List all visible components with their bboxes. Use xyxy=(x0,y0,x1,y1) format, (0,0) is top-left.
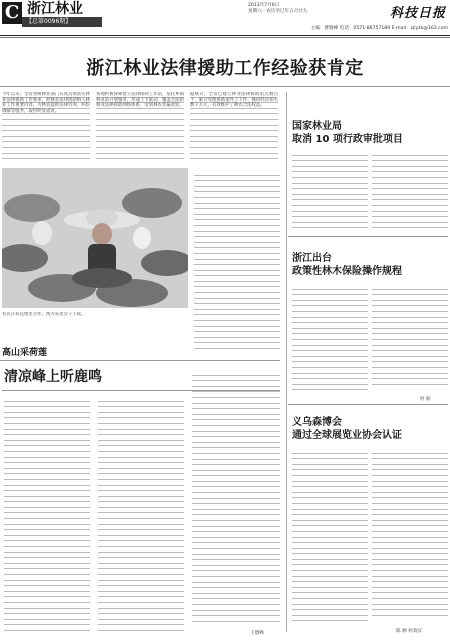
weekday-line: 星期六 · 农历癸巳年五月廿九 xyxy=(248,9,308,14)
photo-caption: 农民在荷花地里劳作。图为采莲女子丰收。 xyxy=(2,312,86,317)
main-story-col4 xyxy=(194,170,280,360)
lotus-photo xyxy=(2,168,188,308)
text-line: 各地积极探索建立法律援助工作站，依托乡镇林业站开展服务，形成上下联动、覆盖全面的林业法律援助网络体系，受到林农普遍欢迎。 xyxy=(96,92,184,109)
story5-headline xyxy=(292,416,442,442)
main-story-col3 xyxy=(190,92,278,164)
story5-byline: 陈 刚 何效汉 xyxy=(396,629,422,634)
story2-headline xyxy=(292,120,442,146)
section-name: 浙江林业 xyxy=(27,1,83,17)
editor-contact: 主编：曹晓峰 电话：0571-86757189 E-mail：zjlyzk@163.com xyxy=(310,26,448,31)
story2-col2 xyxy=(372,150,448,230)
story2-rule xyxy=(288,236,448,237)
story5-col1 xyxy=(292,448,368,624)
section-letter: C xyxy=(2,2,22,24)
story2-headline-line2: 取消 10 项行政审批项目 xyxy=(292,134,403,145)
photo-credit: 高山采荷莲 xyxy=(2,348,48,358)
header-rule xyxy=(0,35,450,36)
text-line: 据统计，全省已建立林业法律援助站点数百个，累计受理援助案件上千件，挽回经济损失数千万元，有效维护了林农合法权益。 xyxy=(190,92,278,109)
story5-col2 xyxy=(372,448,448,618)
main-story-col1 xyxy=(2,92,90,164)
headline-rule xyxy=(0,86,450,87)
story3-col2 xyxy=(372,284,448,388)
story4-byline: 王德峰 xyxy=(250,631,264,636)
story3-headline-line1: 浙江出台 xyxy=(292,253,332,264)
story2-col1 xyxy=(292,150,368,230)
story2-headline-line1: 国家林业局 xyxy=(292,121,342,132)
date-line: 2013年7月6日 xyxy=(248,3,280,8)
main-headline: 浙江林业法律援助工作经验获肯定 xyxy=(86,58,364,79)
story3-rule xyxy=(288,404,448,405)
column-divider xyxy=(286,92,287,632)
story5-headline-line2: 通过全球展览业协会认证 xyxy=(292,430,402,441)
mid-rule xyxy=(0,360,280,361)
main-story-col2 xyxy=(96,92,184,164)
story3-col1 xyxy=(292,284,368,394)
story4-col2 xyxy=(98,396,184,632)
story4-col3 xyxy=(192,370,280,626)
edition-number: 【总第0096期】 xyxy=(22,17,102,27)
story4-col1 xyxy=(4,396,90,632)
story5-headline-line1: 义乌森博会 xyxy=(292,417,342,428)
text-line: 今年以来，全省各级林业部门认真贯彻落实林业法律援助工作要求，把林业法律援助纳入林业工作重要内容，为林农提供法律咨询、纠纷调解等服务，取得明显成效。 xyxy=(2,92,90,114)
lotus-photo-illustration xyxy=(2,168,188,308)
story3-headline xyxy=(292,252,442,278)
issue-date xyxy=(248,3,318,15)
newspaper-name: 科技日报 xyxy=(389,6,446,21)
story4-headline: 清凉峰上听鹿鸣 xyxy=(4,369,102,385)
story3-headline-line2: 政策性林木保险操作规程 xyxy=(292,266,402,277)
header-rule-thin xyxy=(0,37,450,38)
story3-byline: 何 振 xyxy=(420,397,431,402)
